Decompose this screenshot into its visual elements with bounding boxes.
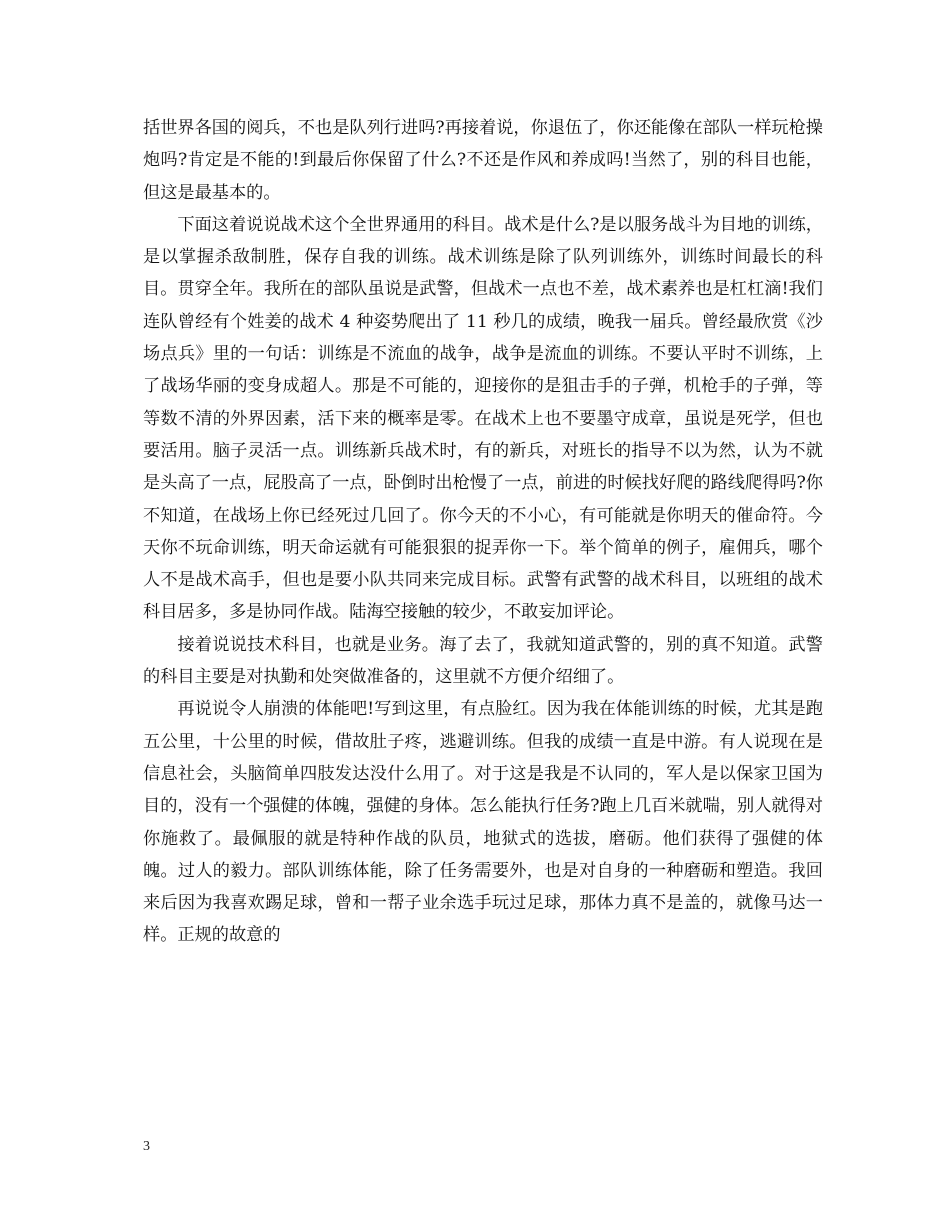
paragraph-3: 接着说说技术科目，也就是业务。海了去了，我就知道武警的，别的真不知道。武警的科目主要是对执勤和处突做准备的，这里就不方便介绍细了。 (143, 634, 823, 688)
paragraph-2: 下面这着说说战术这个全世界通用的科目。战术是什么?是以服务战斗为目地的训练，是以掌握杀敌制胜，保存自我的训练。战术训练是除了队列训练外，训练时间最长的科目。贯穿全年。我所在的部队虽说是武警，但战术一点也不差，战术素养也是杠杠滴!我们连队曾经有个姓姜的战术 4 种姿势爬出了 11 秒几的成绩，晚我一届兵。曾经最欣赏《沙场点兵》里的一句话：训练是不流血的战争，战争是流血的训练。不要认平时不训练，上了战场华丽的变身成超人。那是不可能的，迎接你的是狙击手的子弹，机枪手的子弹，等等数不清的外界因素，活下来的概率是零。在战术上也不要墨守成章，虽说是死学，但也要活用。脑子灵活一点。训练新兵战术时，有的新兵，对班长的指导不以为然，认为不就是头高了一点，屁股高了一点，卧倒时出枪慢了一点，前进的时候找好爬的路线爬得吗?你不知道，在战场上你已经死过几回了。你今天的不小心，有可能就是你明天的催命符。今天你不玩命训练，明天命运就有可能狠狠的捉弄你一下。举个简单的例子，雇佣兵，哪个人不是战术高手，但也是要小队共同来完成目标。武警有武警的战术科目，以班组的战术科目居多，多是协同作战。陆海空接触的较少，不敢妄加评论。 (143, 214, 823, 623)
paragraph-1: 括世界各国的阅兵，不也是队列行进吗?再接着说，你退伍了，你还能像在部队一样玩枪操炮吗?肯定是不能的!到最后你保留了什么?不还是作风和养成吗!当然了，别的科目也能，但这是最基本的。 (143, 118, 823, 203)
paragraph-4: 再说说令人崩溃的体能吧!写到这里，有点脸红。因为我在体能训练的时候，尤其是跑五公里，十公里的时候，借故肚子疼，逃避训练。但我的成绩一直是中游。有人说现在是信息社会，头脑简单四肢发达没什么用了。对于这是我是不认同的，军人是以保家卫国为目的，没有一个强健的体魄，强健的身体。怎么能执行任务?跑上几百米就喘，别人就得对你施救了。最佩服的就是特种作战的队员，地狱式的选拔，磨砺。他们获得了强健的体魄。过人的毅力。部队训练体能，除了任务需要外，也是对自身的一种磨砺和塑造。我回来后因为我喜欢踢足球，曾和一帮子业余选手玩过足球，那体力真不是盖的，就像马达一样。正规的故意的 (143, 699, 823, 946)
body-text (143, 112, 823, 952)
page-number: 3 (143, 1139, 150, 1154)
